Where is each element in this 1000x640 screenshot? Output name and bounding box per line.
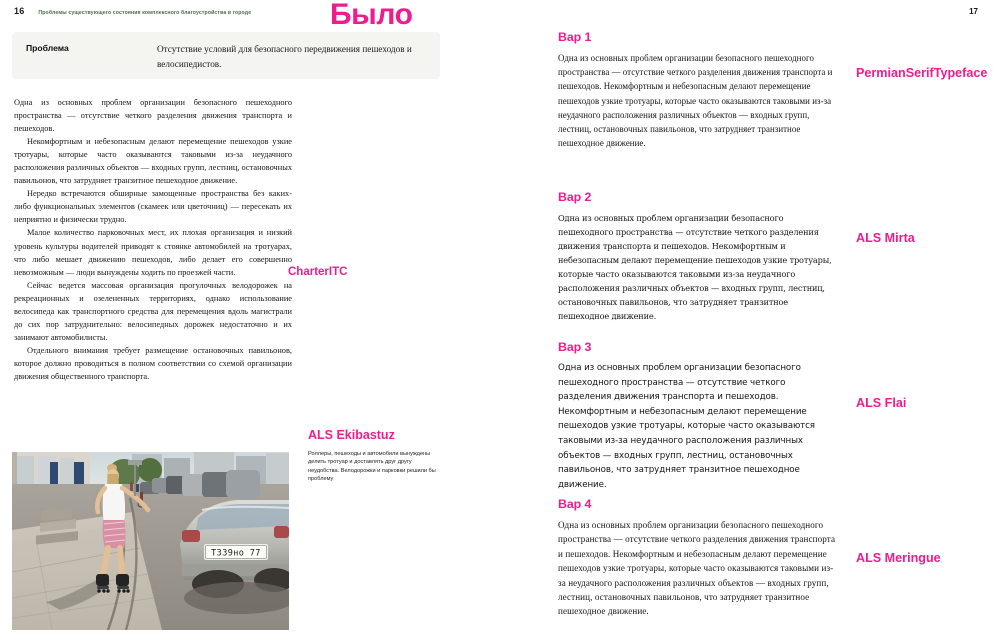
body-paragraph: Нередко встречаются обширные замощенные пространства без каких-либо функциональных элементов (скамеек или цветочниц) — пересекать их неприятно и физически трудно. (14, 189, 292, 225)
font-name-label-1: PermianSerifTypeface (856, 66, 988, 80)
svg-text:Т339но 77: Т339но 77 (211, 548, 261, 559)
variant-heading: Вар 4 (558, 497, 592, 511)
variant-block-3 (558, 340, 838, 492)
variant-heading: Вар 2 (558, 190, 592, 204)
font-name-label-3: ALS Flai (856, 396, 907, 410)
body-paragraph: Сейчас ведется массовая организация прогулочных велодорожек на рекреационных и озелененных территориях, однако использование велосипеда как транспортного средства для перемещения вдоль магистрали до сих пор затруднительно: велосипедных дорожек недостаточно и их занимают автомобилисты. (14, 280, 292, 342)
body-paragraph: Отдельного внимания требует размещение остановочных павильонов, которое должно проводиться в полном соответствии со схемой организации движения общественного транспорта. (14, 345, 292, 381)
font-name-label-2: ALS Mirta (856, 231, 915, 245)
left-page-header (14, 6, 314, 16)
variant-body: Одна из основных проблем организации безопасного пешеходного пространства — отсутствие четкого разделения движения транспорта и пешеходов. Некомфортным и небезопасным делают перемещение пешеходов узкие тротуары, которые часто оказываются таковыми из-за неудачного расположения различных объектов — входных групп, лестниц, остановочных павильонов, что затрудняет транзитное пешеходное движение. (558, 213, 832, 321)
variant-block-1 (558, 30, 838, 150)
problem-label: Проблема (26, 43, 69, 53)
body-paragraph: Некомфортным и небезопасным делают перемещение пешеходов узкие тротуары, которые часто оказываются таковыми из-за неудачного расположения различных объектов — входных групп, лестниц, остановочных павильонов, что затрудняет транзитное пешеходное движение. (14, 137, 292, 186)
page-title: Было (330, 0, 413, 31)
variant-heading: Вар 3 (558, 340, 592, 354)
page-number-right: 17 (969, 7, 978, 16)
font-name-label-4: ALS Meringue (856, 551, 941, 565)
specimen-label-ekibastuz: ALS Ekibastuz (308, 428, 395, 442)
problem-statement: Отсутствие условий для безопасного передвижения пешеходов и велосипедистов. (157, 44, 412, 69)
body-paragraph: Малое количество парковочных мест, их плохая организация и низкий уровень культуры водителей приводят к стоянке автомобилей на тротуарах, что либо мешает движению пешеходов, либо делает его совершенно невозможным — люди вынуждены ходить по проезжей части. (14, 228, 292, 277)
page-number-left: 16 (14, 6, 25, 16)
variant-body: Одна из основных проблем организации безопасного пешеходного пространства — отсутствие четкого разделения движения транспорта и пешеходов. Некомфортным и небезопасным делают перемещение пешеходов узкие тротуары, которые часто оказываются таковыми из-за неудачного расположения различных объектов — входных групп, лестниц, остановочных павильонов, что затрудняет транзитное пешеходное движение. (558, 520, 836, 617)
page-right (520, 0, 1000, 640)
running-head: Проблемы существующего состояния комплексного благоустройства в городе (38, 10, 252, 16)
photo-caption: Роллеры, пешеходы и автомобили вынуждены делить тротуар и доставлять друг другу неудобства. Велодорожки и парковки решили бы проблему (308, 451, 436, 483)
problem-card (12, 32, 440, 79)
variant-body: Одна из основных проблем организации безопасного пешеходного пространства — отсутствие четкого разделения движения транспорта и пешеходов. Некомфортным и небезопасным делают перемещение пешеходов узкие тротуары, которые часто оказываются таковыми из-за неудачного расположения различных объектов — входных групп, лестниц, остановочных павильонов, что затрудняет транзитное пешеходное движение. (558, 53, 833, 149)
variant-block-2 (558, 190, 838, 323)
body-paragraph: Одна из основных проблем организации безопасного пешеходного пространства — отсутствие четкого разделения движения транспорта и пешеходов. (14, 98, 292, 134)
variant-block-4 (558, 497, 838, 619)
variant-body: Одна из основных проблем организации безопасного пешеходного пространства — отсутствие четкого разделения движения транспорта и пешеходов. Некомфортным и небезопасным делают перемещение пешеходов узкие тротуары, которые часто оказываются таковыми из-за неудачного расположения различных объектов — входных групп, лестниц, остановочных павильонов, что затрудняет транзитное пешеходное движение. (558, 363, 815, 490)
variant-heading: Вар 1 (558, 30, 592, 44)
left-body-column (14, 96, 292, 383)
specimen-label-charteritc: CharterITC (288, 266, 348, 278)
photo-sidewalk-rollerblader (12, 452, 289, 630)
